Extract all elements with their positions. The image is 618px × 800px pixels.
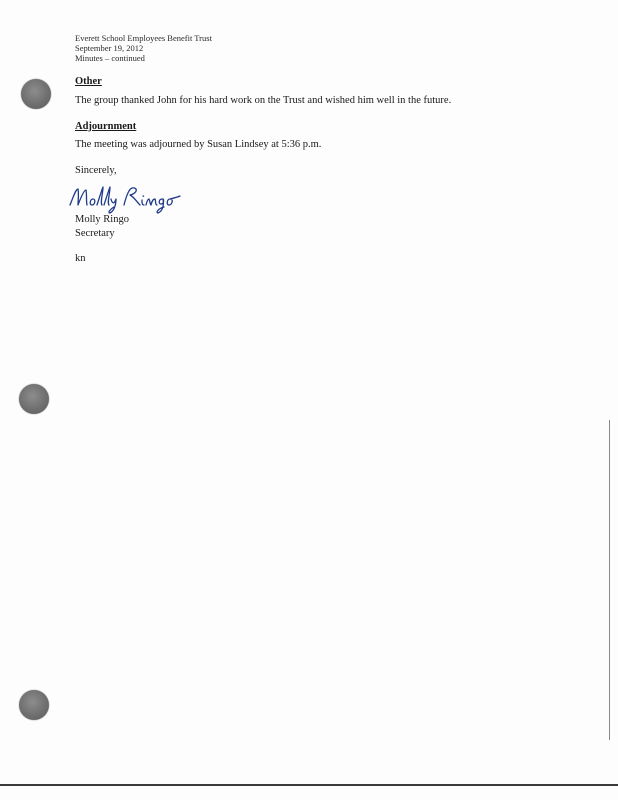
closing-salutation: Sincerely, <box>75 165 117 176</box>
signature-strokes <box>70 187 180 213</box>
section-text-adjournment: The meeting was adjourned by Susan Lindsey at 5:36 p.m. <box>75 139 322 150</box>
section-heading-other: Other <box>75 76 102 87</box>
typist-initials: kn <box>75 253 86 264</box>
punch-hole <box>19 690 49 720</box>
scan-edge-line <box>0 784 618 786</box>
section-heading-adjournment: Adjournment <box>75 121 137 132</box>
punch-hole <box>21 79 51 109</box>
header-date: September 19, 2012 <box>75 43 144 53</box>
section-text-other: The group thanked John for his hard work on the Trust and wished him well in the future. <box>75 95 452 106</box>
punch-hole <box>19 384 49 414</box>
header-organization: Everett School Employees Benefit Trust <box>75 33 212 43</box>
page-header <box>75 33 212 63</box>
header-continuation: Minutes – continued <box>75 53 145 63</box>
signer-title: Secretary <box>75 228 115 239</box>
handwritten-signature <box>66 183 186 215</box>
scan-edge-line <box>609 420 610 740</box>
signer-name: Molly Ringo <box>75 214 129 225</box>
